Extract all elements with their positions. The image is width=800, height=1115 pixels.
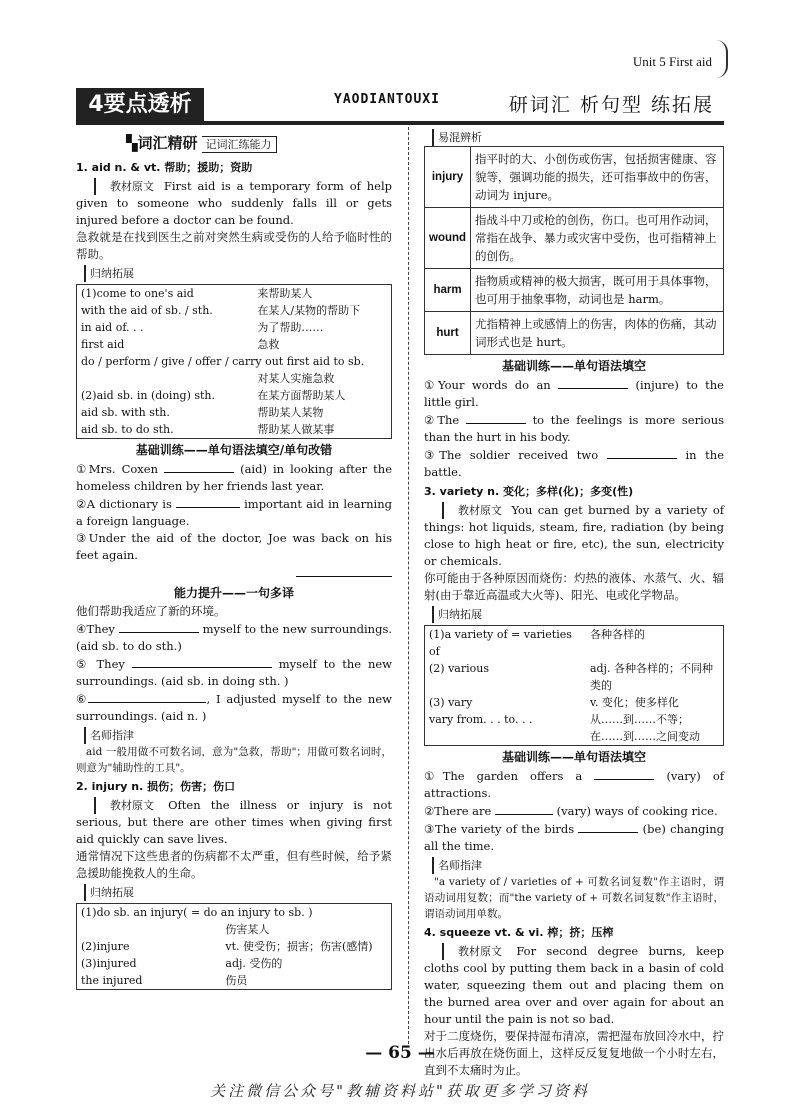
tag-extension-injury: 归纳拓展 [84,884,138,901]
text-translation-variety: 你可能由于各种原因而烧伤：灼热的液体、水蒸气、火、辐射(由于靠近高温或大火等)、阳光、电或化学物品。 [424,571,724,602]
answer-blank[interactable] [495,802,553,815]
tag-confuse: 易混辨析 [432,129,486,146]
answer-blank[interactable] [578,820,638,833]
exercise-2: ②A dictionary is important aid in learning a foreign language. [76,497,393,528]
text-original-variety: 教材原文 You can get burned by a variety of things: hot liquids, steam, fire, radiation (by being close to high heat or fire, etc), the sun, electricity or chemicals. [424,503,724,568]
answer-blank[interactable] [119,620,199,633]
entry-heading-squeeze: 4. squeeze vt. & vi. 榨；挤；压榨 [424,926,614,939]
entry-heading-variety: 3. variety n. 变化；多样(化)；多变(性) [424,485,634,498]
column-divider [408,127,409,1044]
unit-title: Unit 5 First aid [632,54,712,69]
exercise-4: ④They myself to the new surroundings. (aid sb. to do sth.) [76,622,392,653]
aid-phrase-table: (1)come to one's aid 来帮助某人 with the aid of sb. / sth. 在某人/某物的帮助下 in aid of. . . 为了帮助…… first aid 急救 do / perform / give / offer / carry out first aid to sb. 对某人实施急救 (2)aid sb. in (doing) sth. 在某方面帮助某人 aid sb. with sth. 帮助某人某物 aid sb. to do sth. 帮助某人做某事 [76,284,392,439]
note-aid: aid 一般用做不可数名词，意为"急救，帮助"；用做可数名词时，则意为"辅助性的工具"。 [76,746,392,774]
answer-blank[interactable] [607,446,677,459]
answer-blank[interactable] [164,460,234,473]
right-column [424,127,724,1079]
section-header [76,88,724,125]
answer-blank[interactable] [88,690,206,703]
exercise-3: ③Under the aid of the doctor, Joe was back on his feet again. [76,531,392,562]
injury-phrase-table: (1)do sb. an injury( = do an injury to sb. ) 伤害某人 (2)injure vt. 使受伤；损害；伤害(感情) (3)injured adj. 受伤的 the injured 伤员 [76,903,392,990]
exercise-injury-1: ①Your words do an (injure) to the little girl. [424,378,724,409]
answer-blank[interactable] [296,564,392,577]
section-banner: 4要点透析 [76,88,204,121]
text-original-squeeze: 教材原文 For second degree burns, keep cloths cool by putting them back in a basin of cold water, squeezing them out and placing them on the burned area over and over again for about an hour until the pain is not so bad. [424,944,725,1026]
tag-extension-aid: 归纳拓展 [84,265,138,282]
exercise-1: ①Mrs. Coxen (aid) in looking after the homeless children by her friends last year. [76,462,393,493]
ability-title: 能力提升——一句多译 [173,586,294,600]
note-variety: "a variety of / varieties of + 可数名词复数"作主语时，谓语动词用复数；而"the variety of + 可数名词复数"作主语时，谓语动词用单数。 [424,876,724,920]
ability-prompt: 他们帮助我适应了新的环境。 [76,604,226,618]
tag-note-aid: 名师指津 [84,727,138,744]
section-pinyin: YAODIANTOUXI [334,92,440,107]
text-translation-squeeze: 对于二度烧伤，要保持湿布清凉，需把湿布放回冷水中，拧出水后再放在烧伤面上，这样反反复复地做一个小时左右，直到不太痛时为止。 [424,1029,724,1077]
drill-title-injury: 基础训练——单句语法填空 [501,359,646,373]
exercise-variety-3: ③The variety of the birds (be) changing all the time. [424,822,724,853]
entry-heading-aid: 1. aid n. & vt. 帮助；援助；资助 [76,161,253,174]
drill-title-aid: 基础训练——单句语法填空/单句改错 [135,443,333,457]
vocab-section-box: 记词汇练能力 [202,136,277,153]
tag-note-variety: 名师指津 [432,857,486,874]
confuse-table: injury 指平时的大、小创伤或伤害，包括损害健康、容貌等，强调功能的损失，还可指事故中的伤害，动词为 injure。 wound 指战斗中刀或枪的创伤，伤口。也可用作动词，常指在战争、暴力或灾害中受伤，也可指精神上的创伤。 harm 指物质或精神的极大损害，既可用于具体事物，也可用于抽象事物，动词也是 harm。 hurt 尤指精神上或感情上的伤害，肉体的伤痛，其动词形式也是 hurt。 [424,146,724,355]
exercise-variety-2: ②There are (vary) ways of cooking rice. [424,804,718,818]
answer-blank[interactable] [176,495,240,508]
exercise-6: ⑥ , I adjusted myself to the new surroundings. (aid n. ) [76,692,392,723]
text-translation-injury: 通常情况下这些患者的伤病都不太严重，但有些时候，给予紧急援助能挽救人的生命。 [76,849,392,880]
section-subtitle: 研词汇 析句型 练拓展 [508,94,714,116]
entry-heading-injury: 2. injury n. 损伤；伤害；伤口 [76,780,236,793]
text-original-aid: 教材原文 First aid is a temporary form of help given to someone who suddenly falls ill or gets injured before a doctor can be found. [76,179,393,227]
drill-title-variety: 基础训练——单句语法填空 [501,750,646,764]
answer-blank[interactable] [132,655,272,668]
exercise-injury-3: ③The soldier received two in the battle. [424,448,725,479]
left-column [76,127,392,992]
exercise-injury-2: ②The to the feelings is more serious than the hurt in his body. [424,413,725,444]
text-original-injury: 教材原文 Often the illness or injury is not serious, but there are other times when giving first aid quickly can save lives. [76,798,393,846]
answer-blank[interactable] [558,376,628,389]
exercise-5: ⑤ They myself to the new surroundings. (aid sb. in doing sth. ) [76,657,393,688]
text-translation-aid: 急救就是在找到医生之前对突然生病或受伤的人给予临时性的帮助。 [76,230,392,261]
variety-phrase-table: (1)a variety of = varieties of 各种各样的 (2) various adj. 各种各样的；不同种类的 (3) vary v. 变化；使多样化 vary from. . . to. . . 从……到……不等；在……到……之间变动 [424,625,724,746]
footer-note: 关注微信公众号"教辅资料站"获取更多学习资料 [210,1082,590,1100]
tag-extension-variety: 归纳拓展 [432,606,486,623]
page-corner-decoration [716,40,728,78]
answer-blank[interactable] [594,767,654,780]
page-number: — 65 — [365,1043,435,1063]
exercise-variety-1: ①The garden offers a (vary) of attractions. [424,769,725,800]
book-icon: ▚ [126,134,138,152]
answer-blank[interactable] [466,411,526,424]
vocab-section-title: ▚词汇精研 记词汇练能力 [126,135,392,153]
